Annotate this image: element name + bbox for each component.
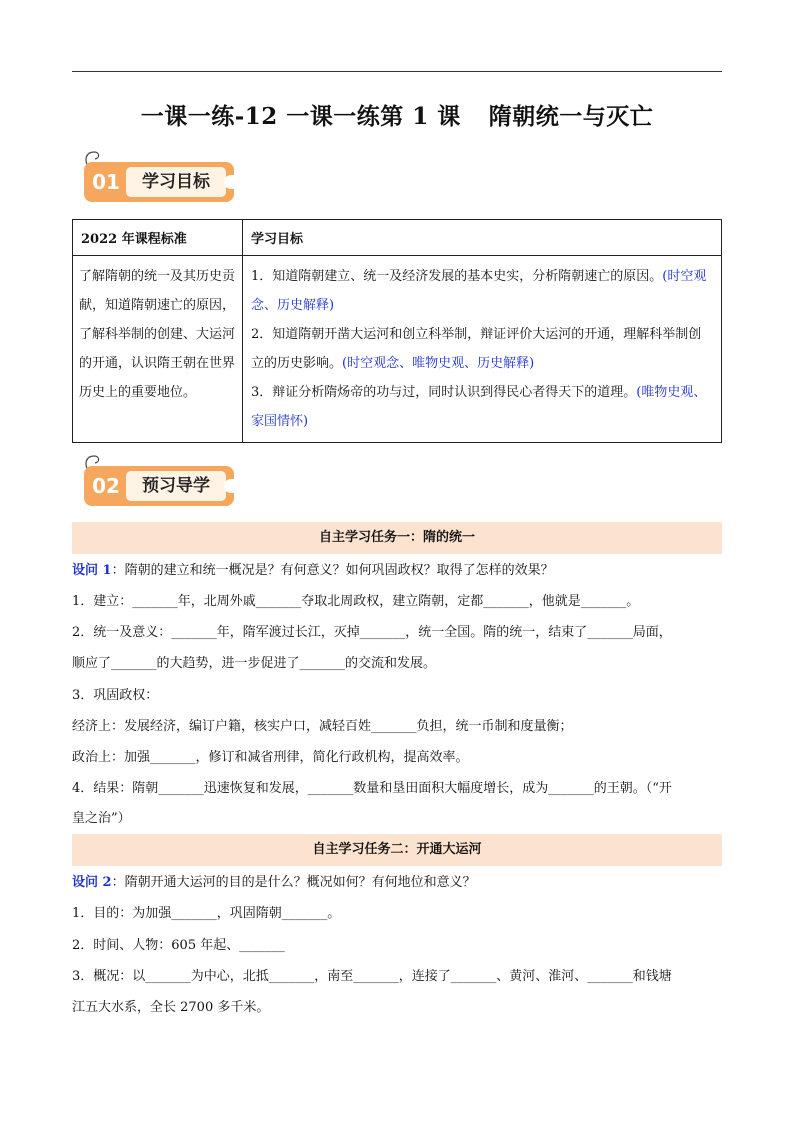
task1-line-1: 1．建立：_______年，北周外戚_______夺取北周政权，建立隋朝，定都_______，他就是_______。 <box>72 594 640 609</box>
question-text: ：隋朝开通大运河的目的是什么？概况如何？有何地位和意义？ <box>111 875 476 890</box>
section-badge-preview <box>80 452 240 512</box>
task1-line-5: 政治上：加强_______，修订和减省刑律，简化行政机构，提高效率。 <box>72 750 469 765</box>
objective-text: 1．知道隋朝建立、统一及经济发展的基本史实，分析隋朝速亡的原因。 <box>251 269 663 284</box>
objective-tag: (唯物史观、家国情怀) <box>251 385 707 429</box>
task2-bar: 自主学习任务二：开通大运河 <box>72 834 722 866</box>
objective-item <box>251 378 713 436</box>
task1-line-6a: 4．结果：隋朝_______迅速恢复和发展，_______数量和垦田面积大幅度增长，成为_______的王朝。（“开 <box>72 781 672 796</box>
badge-label: 预习导学 <box>126 471 226 501</box>
task1-line-2a: 2．统一及意义：_______年，隋军渡过长江，灭掉_______，统一全国。隋的统一，结束了_______局面， <box>72 625 672 640</box>
task1-line-4: 经济上：发展经济，编订户籍，核实户口，减轻百姓_______负担，统一币制和度量衡； <box>72 719 573 734</box>
question-label: 设问 1 <box>72 563 112 578</box>
task2-line-3b: 江五大水系，全长 2700 多千米。 <box>72 1000 270 1015</box>
badge-notch <box>224 175 236 189</box>
page-title <box>72 98 722 131</box>
task1-bar: 自主学习任务一：隋的统一 <box>72 522 722 554</box>
table-header-goals: 学习目标 <box>243 220 722 256</box>
objective-item <box>251 262 713 320</box>
objective-text: 2．知道隋朝开凿大运河和创立科举制，辩证评价大运河的开通，理解科举制创立的历史影响。 <box>251 327 702 371</box>
section-badge-goals <box>80 148 240 208</box>
header-rule <box>72 71 722 72</box>
task2-line-3a: 3．概况：以_______为中心，北抵_______，南至_______，连接了_______、黄河、淮河、_______和钱塘 <box>72 969 672 984</box>
goals-table <box>72 219 722 443</box>
task2-line-1: 1．目的：为加强_______，巩固隋朝_______。 <box>72 906 341 921</box>
task2-question <box>72 873 722 893</box>
task1-line-3: 3．巩固政权： <box>72 688 159 703</box>
objective-item <box>251 320 713 378</box>
badge-number: 02 <box>92 474 120 498</box>
table-header-standard: 2022 年课程标准 <box>73 220 243 256</box>
task1-line-2b: 顺应了_______的大趋势，进一步促进了_______的交流和发展。 <box>72 656 437 671</box>
objective-tag: (时空观念、历史解释) <box>251 269 707 313</box>
question-text: ：隋朝的建立和统一概况是？有何意义？如何巩固政权？取得了怎样的效果？ <box>111 563 554 578</box>
objective-tag: (时空观念、唯物史观、历史解释) <box>342 356 535 371</box>
task1-question <box>72 561 722 581</box>
table-row <box>73 256 722 443</box>
objectives-cell <box>243 256 722 443</box>
task2-line-2: 2．时间、人物：605 年起、_______ <box>72 938 285 953</box>
objective-text: 3．辩证分析隋炀帝的功与过，同时认识到得民心者得天下的道理。 <box>251 385 637 400</box>
standard-cell: 了解隋朝的统一及其历史贡献，知道隋朝速亡的原因，了解科举制的创建、大运河的开通，认识隋王朝在世界历史上的重要地位。 <box>73 256 243 443</box>
question-label: 设问 2 <box>72 875 112 890</box>
badge-notch <box>224 479 236 493</box>
title-right: 隋朝统一与灭亡 <box>488 103 654 130</box>
table-header-row <box>73 220 722 256</box>
badge-label: 学习目标 <box>126 167 226 197</box>
task1-line-6b: 皇之治”） <box>72 811 131 826</box>
badge-number: 01 <box>92 170 120 194</box>
title-left: 一课一练-12 一课一练第 1 课 <box>140 103 461 130</box>
